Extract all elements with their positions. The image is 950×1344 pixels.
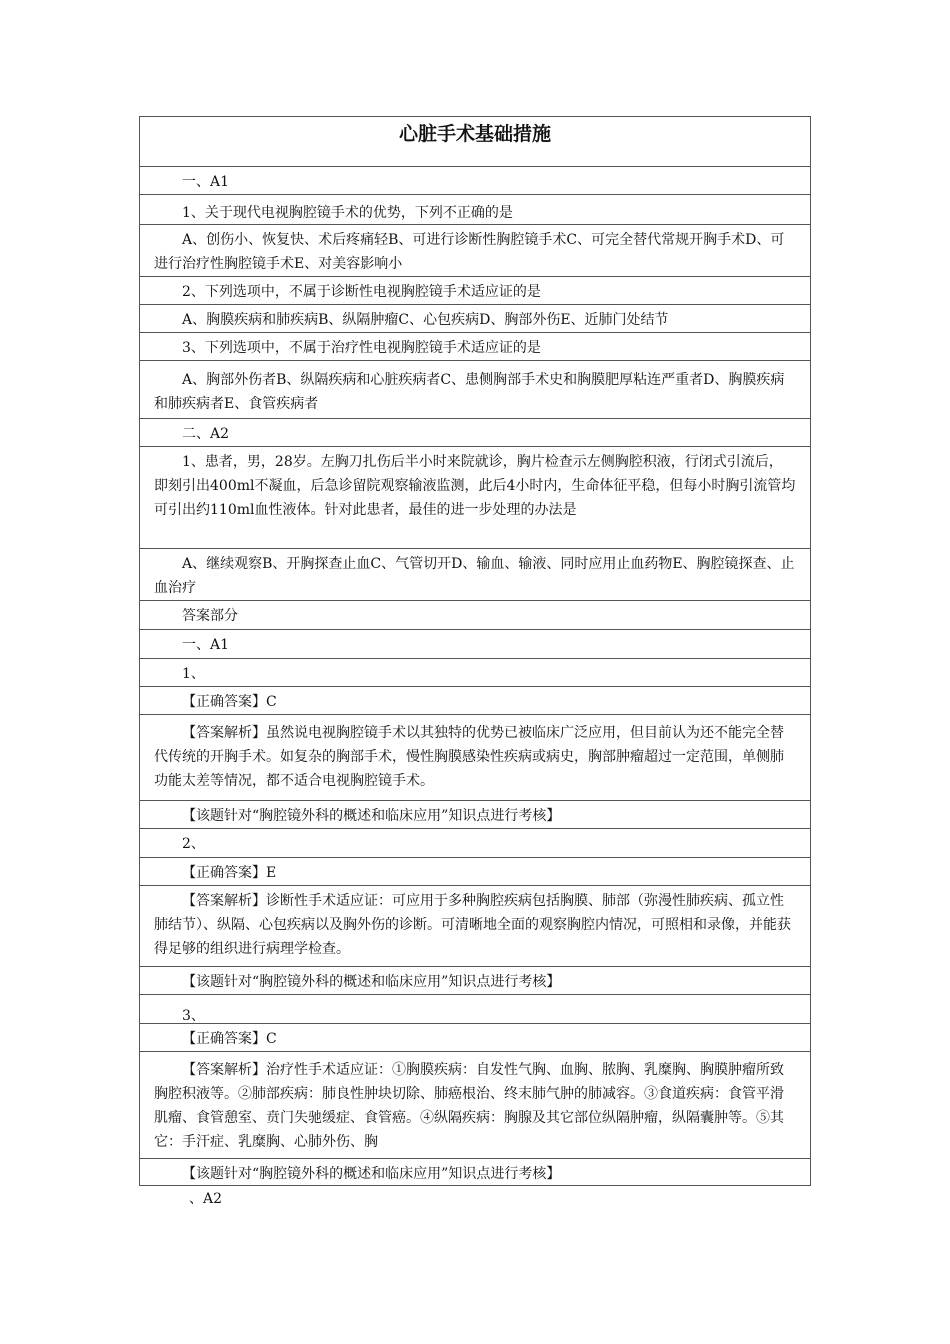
section-a1-heading: 一、A1 — [139, 166, 811, 194]
answers-heading: 答案部分 — [139, 600, 811, 629]
question-1: 1、关于现代电视胸腔镜手术的优势，下列不正确的是 — [139, 194, 811, 224]
a2-question-1-options: A、继续观察B、开胸探查止血C、气管切开D、输血、输液、同时应用止血药物E、胸腔镜探查、止血治疗 — [139, 548, 811, 600]
answer-3-topic: 【该题针对“胸腔镜外科的概述和临床应用”知识点进行考核】 — [139, 1158, 811, 1186]
answers-a1-heading: 一、A1 — [139, 629, 811, 658]
question-3: 3、下列选项中，不属于治疗性电视胸腔镜手术适应证的是 — [139, 332, 811, 360]
question-3-options: A、胸部外伤者B、纵隔疾病和心脏疾病者C、患侧胸部手术史和胸膜肥厚粘连严重者D、胸膜疾病和肺疾病者E、食管疾病者 — [139, 360, 811, 418]
question-2: 2、下列选项中，不属于诊断性电视胸腔镜手术适应证的是 — [139, 276, 811, 304]
answer-3-correct: 【正确答案】C — [139, 1023, 811, 1051]
question-2-options: A、胸膜疾病和肺疾病B、纵隔肿瘤C、心包疾病D、胸部外伤E、近肺门处结节 — [139, 304, 811, 332]
answer-1-correct: 【正确答案】C — [139, 686, 811, 714]
answers-a2-heading: 、A2 — [189, 1191, 223, 1207]
answer-3-analysis: 【答案解析】治疗性手术适应证：①胸膜疾病：自发性气胸、血胸、脓胸、乳糜胸、胸膜肿瘤所致胸腔积液等。②肺部疾病：肺良性肿块切除、肺癌根治、终末肺气肿的肺减容。③食道疾病：食管平滑肌瘤、食管憩室、贲门失驰缓症、食管癌。④纵隔疾病：胸腺及其它部位纵隔肿瘤，纵隔囊肿等。⑤其它：手汗症、乳糜胸、心肺外伤、胸 — [139, 1051, 811, 1158]
answer-2-correct: 【正确答案】E — [139, 857, 811, 885]
answer-1-number: 1、 — [139, 658, 811, 686]
answer-3-number: 3、 — [139, 994, 811, 1023]
document-table — [139, 116, 811, 1210]
page-title: 心脏手术基础措施 — [139, 116, 811, 166]
answer-1-analysis: 【答案解析】虽然说电视胸腔镜手术以其独特的优势已被临床广泛应用，但目前认为还不能完全替代传统的开胸手术。如复杂的胸部手术，慢性胸膜感染性疾病或病史，胸部肿瘤超过一定范围，单侧肺功能太差等情况，都不适合电视胸腔镜手术。 — [139, 714, 811, 800]
question-1-options: A、创伤小、恢复快、术后疼痛轻B、可进行诊断性胸腔镜手术C、可完全替代常规开胸手术D、可进行治疗性胸腔镜手术E、对美容影响小 — [139, 224, 811, 276]
answer-1-topic: 【该题针对“胸腔镜外科的概述和临床应用”知识点进行考核】 — [139, 800, 811, 828]
a2-question-1: 1、患者，男，28岁。左胸刀扎伤后半小时来院就诊，胸片检查示左侧胸腔积液，行闭式引流后，即刻引出400ml不凝血，后急诊留院观察输液监测，此后4小时内，生命体征平稳，但每小时胸引流管均可引出约110ml血性液体。针对此患者，最佳的进一步处理的办法是 — [139, 446, 811, 548]
answer-2-analysis: 【答案解析】诊断性手术适应证：可应用于多种胸腔疾病包括胸膜、肺部（弥漫性肺疾病、孤立性肺结节）、纵隔、心包疾病以及胸外伤的诊断。可清晰地全面的观察胸腔内情况，可照相和录像，并能获得足够的组织进行病理学检查。 — [139, 885, 811, 966]
answer-2-topic: 【该题针对“胸腔镜外科的概述和临床应用”知识点进行考核】 — [139, 966, 811, 994]
section-a2-heading: 二、A2 — [139, 418, 811, 446]
answer-2-number: 2、 — [139, 828, 811, 857]
